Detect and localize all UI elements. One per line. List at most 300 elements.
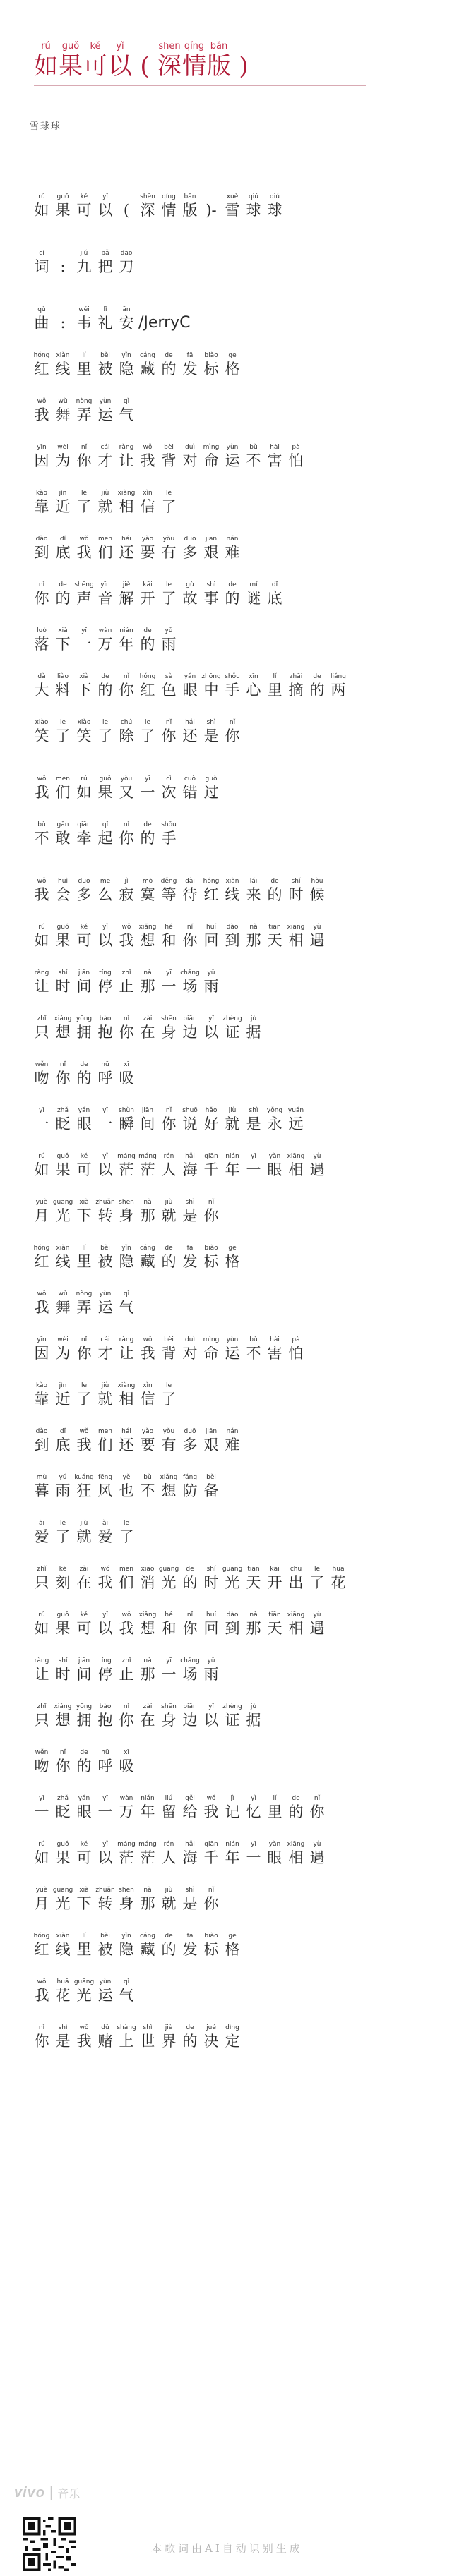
lyric-pinyin: nǐ — [123, 673, 130, 680]
lyric-char — [52, 775, 73, 802]
lyric-char — [222, 1015, 243, 1041]
title-char — [34, 41, 58, 80]
lyric-hanzi: 你 — [76, 1345, 92, 1362]
lyric-hanzi: 我 — [140, 452, 155, 469]
lyric-pinyin: qì — [123, 1978, 130, 1985]
lyric-pinyin: yùn — [99, 1978, 112, 1985]
lyric-char — [179, 672, 201, 699]
lyric-char — [73, 306, 95, 332]
lyric-pinyin: qiān — [77, 821, 91, 828]
footer-logo — [14, 2485, 80, 2501]
lyric-char — [31, 306, 52, 332]
lyric-char — [95, 1840, 116, 1867]
lyric-line — [31, 1415, 441, 1461]
lyric-pinyin: le — [59, 1520, 66, 1527]
lyric-pinyin: cuò — [184, 775, 196, 782]
lyric-hanzi: 艰 — [203, 544, 219, 561]
lyric-char — [116, 1060, 137, 1087]
lyric-char — [179, 1152, 201, 1179]
lyric-hanzi: 你 — [161, 727, 177, 744]
lyric-pinyin: kè — [59, 1566, 67, 1573]
lyric-pinyin: men — [55, 775, 70, 782]
lyric-pinyin: xī — [124, 1749, 129, 1756]
lyric-pinyin: yǐ — [208, 1703, 214, 1710]
lyric-char — [95, 877, 116, 904]
lyric-pinyin: ràng — [119, 1336, 134, 1343]
lyric-pinyin: men — [119, 1566, 133, 1573]
lyric-pinyin: le — [165, 1382, 172, 1389]
lyric-pinyin: fā — [186, 1245, 194, 1252]
lyric-pinyin: yǒng — [266, 1107, 283, 1114]
lyric-hanzi: 在 — [140, 1024, 155, 1041]
lyric-pinyin: fáng — [182, 1474, 198, 1481]
lyric-hanzi: 弄 — [76, 1299, 92, 1316]
lyric-pinyin: tíng — [99, 969, 112, 976]
lyric-char — [222, 535, 243, 562]
lyric-hanzi: 寂 — [119, 886, 134, 903]
lyric-hanzi: 边 — [182, 1712, 198, 1729]
lyric-pinyin: ràng — [34, 969, 49, 976]
lyric-pinyin: bǎn — [184, 193, 196, 200]
lyric-char — [158, 821, 179, 847]
lyric-pinyin: wěn — [35, 1749, 49, 1756]
lyric-char — [179, 2024, 201, 2050]
lyric-pinyin: xià — [79, 1887, 89, 1894]
lyric-char — [158, 1886, 179, 1913]
lyric-char — [222, 718, 243, 745]
lyric-hanzi: 对 — [182, 1345, 198, 1362]
lyric-char — [137, 923, 158, 950]
lyric-char — [137, 1427, 158, 1454]
lyric-pinyin: jìn — [59, 1382, 67, 1389]
title-pinyin: rú — [41, 41, 51, 52]
title-char — [133, 41, 157, 80]
lyric-hanzi: 你 — [225, 727, 240, 744]
lyric-hanzi: 因 — [34, 1345, 49, 1362]
lyric-char — [31, 672, 52, 699]
lyric-hanzi: 难 — [225, 1437, 240, 1453]
lyric-char — [31, 1473, 52, 1500]
lyric-pinyin: le — [59, 719, 66, 726]
lyric-hanzi: 吻 — [34, 1758, 49, 1774]
lyric-pinyin: dào — [35, 536, 48, 543]
lyric-pinyin: cáng — [140, 352, 155, 359]
lyric-char — [52, 1473, 73, 1500]
lyric-pinyin: wàn — [98, 627, 112, 634]
lyric-char — [95, 1244, 116, 1271]
lyric-char — [52, 1657, 73, 1683]
lyric-char — [201, 877, 222, 904]
lyric-hanzi: 运 — [97, 1987, 113, 2004]
lyric-hanzi: 底 — [55, 544, 71, 561]
lyric-char — [52, 1381, 73, 1408]
lyric-pinyin: nǐ — [38, 2024, 45, 2031]
lyric-hanzi: 记 — [225, 1803, 240, 1820]
lyric-char — [243, 1703, 264, 1729]
lyric-char — [73, 581, 95, 607]
lyric-hanzi: 海 — [182, 1161, 198, 1178]
lyric-char — [201, 1152, 222, 1179]
lyric-pinyin: yòu — [120, 775, 133, 782]
lyric-char — [95, 1978, 116, 2004]
lyric-pinyin: guāng — [158, 1566, 179, 1573]
lyric-char — [31, 249, 52, 276]
lyric-char — [201, 775, 222, 802]
lyric-line — [31, 957, 441, 1003]
lyric-char — [31, 535, 52, 562]
lyric-hanzi: 谜 — [246, 590, 261, 607]
lyric-pinyin: shēn — [119, 1199, 134, 1206]
lyric-pinyin: yī — [81, 627, 87, 634]
lyric-char — [95, 1198, 116, 1225]
lyric-pinyin: yī — [166, 1657, 172, 1664]
lyric-hanzi: 下 — [76, 682, 92, 699]
lyric-pinyin: cí — [39, 250, 44, 257]
lyric-pinyin: le — [314, 1566, 321, 1573]
lyric-pinyin: yī — [251, 1153, 256, 1160]
lyric-pinyin: hóng — [203, 878, 220, 885]
lyric-char — [137, 1106, 158, 1133]
lyric-pinyin: yě — [122, 1474, 131, 1481]
lyric-hanzi: 一 — [34, 1115, 49, 1132]
lyric-pinyin: yù — [313, 1841, 321, 1848]
title-hanzi: ) — [239, 52, 249, 80]
lyric-pinyin: biǎo — [204, 1245, 218, 1252]
lyric-pinyin: tíng — [99, 1657, 112, 1664]
lyric-pinyin: yīn — [100, 581, 110, 588]
lyric-hanzi: 人 — [161, 1161, 177, 1178]
lyric-hanzi: 让 — [34, 1666, 49, 1683]
lyric-hanzi: 以 — [203, 1024, 219, 1041]
lyric-char — [31, 1381, 52, 1408]
lyric-pinyin: xiǎng — [138, 924, 157, 931]
lyric-line — [31, 1736, 441, 1782]
lyric-line — [31, 1140, 441, 1186]
lyric-line — [31, 1278, 441, 1324]
lyric-char — [52, 877, 73, 904]
lyric-char — [95, 1427, 116, 1454]
lyric-hanzi: 回 — [203, 932, 219, 949]
lyric-char — [116, 1611, 137, 1638]
lyric-hanzi: 如 — [34, 932, 49, 949]
lyric-hanzi: 雨 — [55, 1482, 71, 1499]
lyric-hanzi: 也 — [119, 1482, 134, 1499]
lyric-char — [52, 443, 73, 470]
lyric-pinyin: yǐn — [121, 352, 131, 359]
lyric-hanzi: 说 — [182, 1115, 198, 1132]
lyric-hanzi: 不 — [246, 1345, 261, 1362]
qr-code-icon[interactable] — [23, 2517, 76, 2571]
lyric-char — [95, 581, 116, 607]
lyric-line — [31, 660, 441, 706]
lyric-hanzi: 身 — [161, 1024, 177, 1041]
lyric-hanzi: 球 — [246, 202, 261, 219]
lyric-pinyin: yǎn — [184, 673, 196, 680]
lyric-pinyin: lí — [82, 1933, 86, 1940]
lyric-char — [52, 535, 73, 562]
lyric-hanzi: 眨 — [55, 1803, 71, 1820]
lyric-char — [222, 1703, 243, 1729]
lyric-char — [95, 1748, 116, 1775]
lyric-hanzi: 了 — [55, 727, 71, 744]
lyric-hanzi: 因 — [34, 452, 49, 469]
title-hanzi: ( — [140, 52, 150, 80]
lyric-char — [95, 1519, 116, 1546]
lyric-hanzi: 害 — [267, 1345, 282, 1362]
lyric-pinyin: rú — [38, 193, 45, 200]
lyric-hanzi: 以 — [97, 202, 113, 219]
lyric-pinyin: jiǔ — [80, 250, 88, 257]
lyric-char — [116, 718, 137, 745]
lyric-hanzi: 的 — [161, 361, 177, 377]
lyric-hanzi: 红 — [140, 682, 155, 699]
lyric-char — [52, 1290, 73, 1317]
lyric-hanzi: 的 — [76, 1758, 92, 1774]
lyric-pinyin: duō — [184, 1428, 196, 1435]
lyric-hanzi: 九 — [76, 258, 92, 275]
lyric-char — [31, 1840, 52, 1867]
lyric-pinyin: qiú — [249, 193, 258, 200]
lyric-hanzi: 下 — [55, 636, 71, 653]
lyric-char — [52, 1427, 73, 1454]
lyric-char — [243, 1611, 264, 1638]
lyric-hanzi: 不 — [246, 452, 261, 469]
lyric-pinyin: le — [81, 1382, 88, 1389]
lyric-char — [137, 1703, 158, 1729]
lyric-hanzi: 就 — [76, 1528, 92, 1545]
lyric-char — [52, 193, 73, 219]
lyric-char — [179, 1198, 201, 1225]
lyric-pinyin: yǐ — [208, 1015, 214, 1022]
lyric-hanzi: 让 — [119, 452, 134, 469]
lyric-char — [73, 1427, 95, 1454]
lyric-pinyin: xiàn — [56, 1245, 70, 1252]
lyric-char — [222, 1794, 243, 1821]
lyric-hanzi: 是 — [182, 1207, 198, 1224]
lyric-pinyin: yī — [39, 1107, 44, 1114]
lyric-pinyin: men — [97, 1428, 112, 1435]
lyric-char — [52, 1198, 73, 1225]
lyric-pinyin: yǔ — [165, 627, 173, 634]
lyric-pinyin: qǐ — [102, 821, 109, 828]
lyric-hanzi: 格 — [225, 361, 240, 377]
lyric-char — [52, 969, 73, 996]
lyric-pinyin: zhǎ — [57, 1107, 69, 1114]
lyric-hanzi: 决 — [203, 2033, 219, 2050]
lyric-pinyin: wǒ — [37, 398, 47, 405]
ai-generated-note: 本歌词由AI自动识别生成 — [151, 2542, 303, 2555]
lyric-pinyin: le — [81, 490, 88, 497]
lyric-pinyin: bèi — [164, 444, 174, 451]
lyric-char — [31, 489, 52, 516]
lyric-hanzi: 曲 — [34, 315, 49, 332]
lyric-hanzi: 是 — [246, 1115, 261, 1132]
lyric-char — [158, 535, 179, 562]
lyric-line — [31, 1003, 441, 1048]
lyric-char — [52, 397, 73, 424]
lyric-pinyin: yuè — [35, 1199, 48, 1206]
lyric-char — [52, 249, 73, 276]
lyric-char — [52, 1886, 73, 1913]
lyric-char — [31, 969, 52, 996]
lyric-hanzi: 可 — [76, 1849, 92, 1866]
lyric-char — [285, 1106, 307, 1133]
lyric-line — [31, 706, 441, 752]
lyric-hanzi: 那 — [246, 1620, 261, 1637]
lyric-hanzi: 敢 — [55, 830, 71, 847]
lyric-pinyin: hái — [185, 719, 195, 726]
vivo-brand: vivo — [14, 2485, 46, 2501]
lyric-char — [95, 535, 116, 562]
title-pinyin: kě — [90, 41, 101, 52]
lyric-char — [158, 1381, 179, 1408]
lyric-char — [73, 1060, 95, 1087]
lyric-pinyin: yǎn — [78, 1795, 90, 1802]
lyric-line — [31, 1461, 441, 1507]
lyric-hanzi: 光 — [161, 1574, 177, 1591]
lyric-char — [95, 1886, 116, 1913]
lyric-pinyin: shēn — [119, 1887, 134, 1894]
title-char — [59, 41, 83, 80]
lyric-pinyin: xiāng — [287, 1611, 305, 1619]
lyric-char — [137, 193, 158, 219]
lyric-hanzi: 只 — [34, 1712, 49, 1729]
lyric-char — [285, 1611, 307, 1638]
lyric-hanzi: 你 — [182, 1620, 198, 1637]
lyric-hanzi: 你 — [55, 1758, 71, 1774]
lyric-hanzi: 才 — [97, 452, 113, 469]
lyric-pinyin: dǐ — [59, 1428, 66, 1435]
lyric-hanzi: 光 — [76, 1987, 92, 2004]
lyric-hanzi: 的 — [267, 886, 282, 903]
lyric-hanzi: 标 — [203, 1941, 219, 1958]
lyric-pinyin: ge — [228, 352, 237, 359]
lyric-pinyin: yì — [251, 1795, 256, 1802]
lyric-pinyin: de — [143, 627, 152, 634]
lyric-char — [116, 923, 137, 950]
lyric-char — [52, 1060, 73, 1087]
lyric-hanzi: 雪 — [225, 202, 240, 219]
lyric-pinyin: guāng — [52, 1199, 73, 1206]
lyric-char — [31, 581, 52, 607]
lyric-pinyin: yǐ — [102, 1611, 108, 1619]
lyric-char — [158, 1015, 179, 1041]
lyric-pinyin: liú — [165, 1795, 173, 1802]
lyric-char — [116, 1748, 137, 1775]
lyric-hanzi: 了 — [55, 1528, 71, 1545]
lyric-char — [264, 1794, 285, 1821]
lyric-pinyin: hài — [270, 444, 280, 451]
lyric-pinyin: yǐ — [102, 193, 108, 200]
lyric-pinyin: wǒ — [206, 1795, 216, 1802]
lyric-char — [243, 1840, 264, 1867]
lyric-pinyin: nián — [225, 1841, 239, 1848]
lyric-char — [158, 1932, 179, 1959]
lyric-char — [264, 443, 285, 470]
lyric-hanzi: 万 — [97, 636, 113, 653]
lyric-hanzi: 被 — [97, 1941, 113, 1958]
lyric-hanzi: 的 — [55, 590, 71, 607]
lyric-hanzi: 过 — [203, 784, 219, 801]
lyric-pinyin: ài — [102, 1520, 108, 1527]
lyric-pinyin: yǐn — [121, 1245, 131, 1252]
lyric-pinyin: xiǎng — [54, 1015, 72, 1022]
lyric-pinyin: wǒ — [143, 444, 153, 451]
lyric-pinyin: de — [165, 352, 173, 359]
lyric-char — [116, 1978, 137, 2004]
title-char — [207, 41, 231, 80]
lyric-hanzi: 果 — [55, 1620, 71, 1637]
lyric-hanzi: 抱 — [97, 1712, 113, 1729]
lyric-pinyin: xiàng — [117, 490, 136, 497]
lyric-hanzi: 吸 — [119, 1070, 134, 1087]
lyric-hanzi: 以 — [97, 1620, 113, 1637]
lyric-pinyin: guǒ — [99, 775, 112, 782]
lyric-pinyin: bèi — [100, 1933, 110, 1940]
lyric-char — [158, 1198, 179, 1225]
lyric-hanzi: 相 — [119, 1391, 134, 1408]
lyric-pinyin: cái — [100, 1336, 110, 1343]
lyric-char — [201, 443, 222, 470]
lyric-hanzi: 眼 — [267, 1161, 282, 1178]
lyric-pinyin: máng — [138, 1841, 157, 1848]
lyric-hanzi: 词 — [34, 258, 49, 275]
lyric-char — [179, 1015, 201, 1041]
lyric-pinyin: de — [270, 878, 279, 885]
lyric-hanzi: 瞬 — [119, 1115, 134, 1132]
lyric-char — [52, 1794, 73, 1821]
lyric-hanzi: 好 — [203, 1115, 219, 1132]
lyric-line — [31, 1874, 441, 1920]
lyric-char — [31, 1611, 52, 1638]
lyric-char — [52, 1152, 73, 1179]
lyric-hanzi: 天 — [246, 1574, 261, 1591]
lyric-pinyin: guǒ — [56, 193, 69, 200]
lyric-line — [31, 1232, 441, 1278]
lyric-hanzi: 出 — [288, 1574, 304, 1591]
lyric-pinyin: shì — [185, 1887, 195, 1894]
lyric-hanzi: 是 — [182, 1895, 198, 1912]
lyric-hanzi: 你 — [119, 1712, 134, 1729]
lyric-char — [158, 1336, 179, 1362]
lyric-hanzi: 你 — [203, 1895, 219, 1912]
lyric-pinyin: shì — [206, 581, 216, 588]
lyric-char — [52, 1336, 73, 1362]
lyric-pinyin: tiān — [268, 1611, 281, 1619]
lyric-char — [158, 443, 179, 470]
lyric-line — [31, 1920, 441, 1966]
lyric-char — [179, 877, 201, 904]
lyric-hanzi: 如 — [34, 202, 49, 219]
lyric-char — [137, 1840, 158, 1867]
lyric-char — [73, 1152, 95, 1179]
lyric-pinyin: xiāng — [287, 1841, 305, 1848]
lyric-pinyin: jì — [124, 878, 129, 885]
lyric-pinyin: rú — [38, 924, 45, 931]
lyric-char — [179, 193, 201, 219]
lyric-char — [52, 1748, 73, 1775]
lyric-char — [264, 1565, 285, 1592]
lyric-char — [137, 1611, 158, 1638]
lyric-pinyin: xiāng — [287, 924, 305, 931]
lyric-char — [73, 1336, 95, 1362]
lyric-hanzi: 怕 — [288, 1345, 304, 1362]
lyric-hanzi: 我 — [76, 544, 92, 561]
lyric-pinyin: guǒ — [56, 1841, 69, 1848]
lyric-hanzi: 场 — [182, 1666, 198, 1683]
lyric-pinyin: guāng — [222, 1566, 243, 1573]
lyric-char — [116, 306, 137, 332]
